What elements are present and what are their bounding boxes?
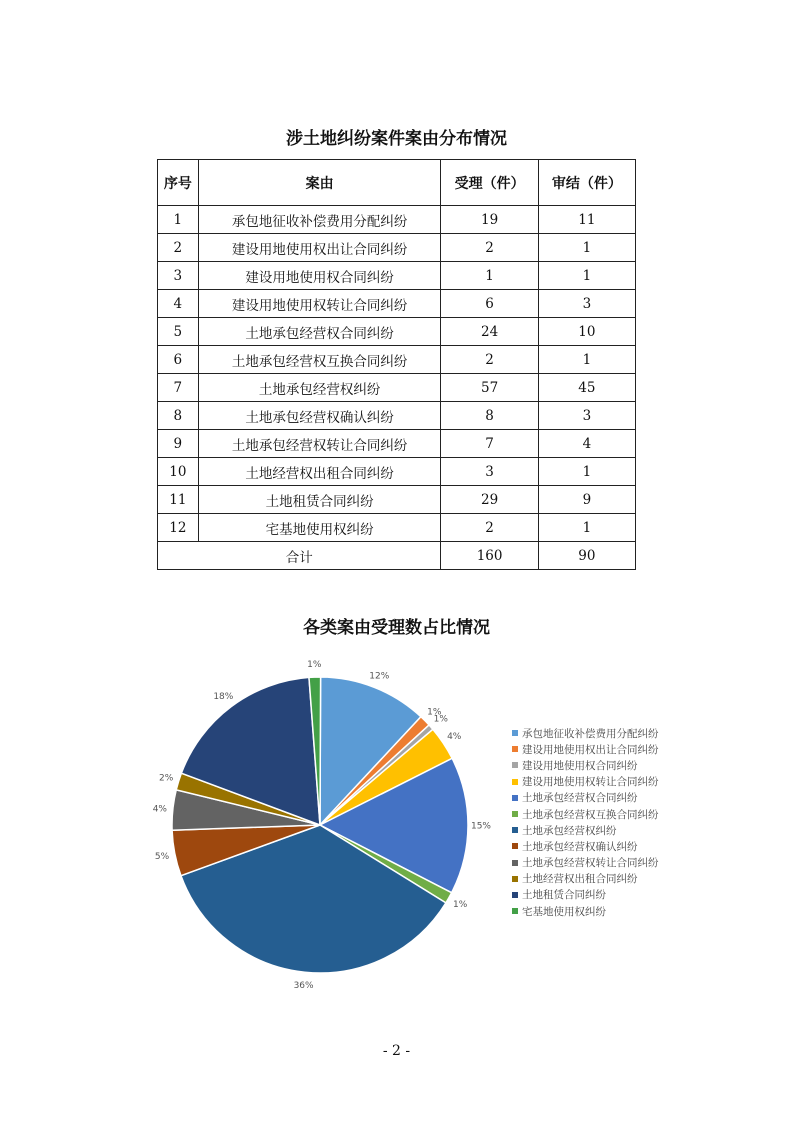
cell-no: 11 bbox=[158, 486, 199, 514]
cell-accepted: 6 bbox=[441, 290, 538, 318]
cell-cause: 建设用地使用权转让合同纠纷 bbox=[198, 290, 441, 318]
legend-label: 宅基地使用权纠纷 bbox=[522, 905, 606, 918]
cell-closed: 1 bbox=[538, 458, 635, 486]
cell-cause: 承包地征收补偿费用分配纠纷 bbox=[198, 206, 441, 234]
table-title: 涉土地纠纷案件案由分布情况 bbox=[286, 129, 507, 149]
chart-title: 各类案由受理数占比情况 bbox=[303, 618, 490, 638]
legend-label: 土地承包经营权转让合同纠纷 bbox=[522, 857, 659, 870]
slice-label: 2% bbox=[158, 773, 174, 784]
cell-closed: 9 bbox=[538, 486, 635, 514]
cell-no: 5 bbox=[158, 318, 199, 346]
legend-swatch bbox=[512, 827, 518, 833]
cell-accepted: 2 bbox=[441, 234, 538, 262]
cell-no: 12 bbox=[158, 514, 199, 542]
cell-cause: 土地经营权出租合同纠纷 bbox=[198, 458, 441, 486]
table-row bbox=[158, 486, 636, 514]
slice-label: 12% bbox=[369, 671, 390, 682]
table-total-row bbox=[158, 542, 636, 570]
table-row bbox=[158, 346, 636, 374]
legend-swatch bbox=[512, 843, 518, 849]
cell-closed: 3 bbox=[538, 290, 635, 318]
cell-cause: 土地承包经营权互换合同纠纷 bbox=[198, 346, 441, 374]
legend-item bbox=[512, 838, 659, 854]
cell-cause: 宅基地使用权纠纷 bbox=[198, 514, 441, 542]
header-accepted: 受理（件） bbox=[441, 160, 538, 206]
cell-cause: 建设用地使用权出让合同纠纷 bbox=[198, 234, 441, 262]
total-accepted: 160 bbox=[441, 542, 538, 570]
cell-no: 3 bbox=[158, 262, 199, 290]
legend-label: 土地承包经营权合同纠纷 bbox=[522, 792, 638, 805]
legend-swatch bbox=[512, 795, 518, 801]
cell-cause: 土地承包经营权确认纠纷 bbox=[198, 402, 441, 430]
legend-item bbox=[512, 822, 659, 838]
legend-item bbox=[512, 725, 659, 741]
slice-label: 4% bbox=[152, 804, 167, 815]
legend-swatch bbox=[512, 811, 518, 817]
legend-label: 土地经营权出租合同纠纷 bbox=[522, 873, 638, 886]
table-row bbox=[158, 206, 636, 234]
cell-accepted: 24 bbox=[441, 318, 538, 346]
table-header-row bbox=[158, 160, 636, 206]
cell-closed: 1 bbox=[538, 234, 635, 262]
cell-closed: 10 bbox=[538, 318, 635, 346]
table-row bbox=[158, 290, 636, 318]
cell-cause: 土地承包经营权合同纠纷 bbox=[198, 318, 441, 346]
legend-swatch bbox=[512, 730, 518, 736]
table-row bbox=[158, 514, 636, 542]
cell-no: 2 bbox=[158, 234, 199, 262]
case-table bbox=[157, 159, 636, 570]
slice-label: 4% bbox=[447, 732, 462, 743]
cell-no: 8 bbox=[158, 402, 199, 430]
cell-no: 9 bbox=[158, 430, 199, 458]
legend-label: 土地承包经营权互换合同纠纷 bbox=[522, 808, 659, 821]
legend-label: 建设用地使用权转让合同纠纷 bbox=[522, 776, 659, 789]
slice-label: 1% bbox=[453, 900, 468, 911]
slice-label: 1% bbox=[307, 660, 322, 671]
table-body bbox=[158, 206, 636, 542]
table-row bbox=[158, 458, 636, 486]
pie-chart bbox=[152, 660, 500, 1000]
cell-closed: 1 bbox=[538, 262, 635, 290]
legend-item bbox=[512, 871, 659, 887]
slice-label: 15% bbox=[470, 821, 492, 832]
cell-cause: 建设用地使用权合同纠纷 bbox=[198, 262, 441, 290]
legend-item bbox=[512, 757, 659, 773]
slice-label: 36% bbox=[293, 981, 314, 992]
table-row bbox=[158, 430, 636, 458]
total-label: 合计 bbox=[158, 542, 441, 570]
legend-label: 土地承包经营权纠纷 bbox=[522, 824, 617, 837]
legend-item bbox=[512, 774, 659, 790]
cell-accepted: 1 bbox=[441, 262, 538, 290]
slice-label: 1% bbox=[427, 707, 442, 718]
cell-accepted: 19 bbox=[441, 206, 538, 234]
header-cause: 案由 bbox=[198, 160, 441, 206]
legend-item bbox=[512, 903, 659, 919]
legend-swatch bbox=[512, 860, 518, 866]
legend-label: 土地承包经营权确认纠纷 bbox=[522, 840, 638, 853]
legend-item bbox=[512, 741, 659, 757]
cell-cause: 土地承包经营权转让合同纠纷 bbox=[198, 430, 441, 458]
cell-cause: 土地租赁合同纠纷 bbox=[198, 486, 441, 514]
legend-swatch bbox=[512, 876, 518, 882]
table-row bbox=[158, 374, 636, 402]
cell-no: 7 bbox=[158, 374, 199, 402]
cell-no: 6 bbox=[158, 346, 199, 374]
table-row bbox=[158, 318, 636, 346]
chart-legend bbox=[512, 725, 659, 919]
cell-accepted: 8 bbox=[441, 402, 538, 430]
legend-item bbox=[512, 855, 659, 871]
table-row bbox=[158, 262, 636, 290]
legend-swatch bbox=[512, 892, 518, 898]
legend-label: 承包地征收补偿费用分配纠纷 bbox=[522, 727, 659, 740]
header-no: 序号 bbox=[158, 160, 199, 206]
cell-closed: 1 bbox=[538, 514, 635, 542]
cell-cause: 土地承包经营权纠纷 bbox=[198, 374, 441, 402]
slice-label: 1% bbox=[433, 714, 448, 725]
cell-closed: 4 bbox=[538, 430, 635, 458]
cell-no: 10 bbox=[158, 458, 199, 486]
cell-accepted: 7 bbox=[441, 430, 538, 458]
cell-accepted: 2 bbox=[441, 514, 538, 542]
slice-label: 18% bbox=[213, 692, 234, 703]
cell-accepted: 29 bbox=[441, 486, 538, 514]
legend-item bbox=[512, 887, 659, 903]
cell-accepted: 57 bbox=[441, 374, 538, 402]
table-row bbox=[158, 402, 636, 430]
page-number: - 2 - bbox=[382, 1043, 411, 1059]
table-row bbox=[158, 234, 636, 262]
slice-label: 5% bbox=[154, 851, 170, 862]
legend-label: 土地租赁合同纠纷 bbox=[522, 889, 606, 902]
legend-label: 建设用地使用权合同纠纷 bbox=[522, 759, 638, 772]
legend-label: 建设用地使用权出让合同纠纷 bbox=[522, 743, 659, 756]
legend-swatch bbox=[512, 779, 518, 785]
header-closed: 审结（件） bbox=[538, 160, 635, 206]
legend-swatch bbox=[512, 746, 518, 752]
legend-item bbox=[512, 790, 659, 806]
legend-swatch bbox=[512, 908, 518, 914]
legend-swatch bbox=[512, 762, 518, 768]
cell-accepted: 3 bbox=[441, 458, 538, 486]
cell-closed: 11 bbox=[538, 206, 635, 234]
cell-no: 1 bbox=[158, 206, 199, 234]
cell-closed: 45 bbox=[538, 374, 635, 402]
cell-accepted: 2 bbox=[441, 346, 538, 374]
legend-item bbox=[512, 806, 659, 822]
total-closed: 90 bbox=[538, 542, 635, 570]
cell-closed: 3 bbox=[538, 402, 635, 430]
cell-closed: 1 bbox=[538, 346, 635, 374]
cell-no: 4 bbox=[158, 290, 199, 318]
